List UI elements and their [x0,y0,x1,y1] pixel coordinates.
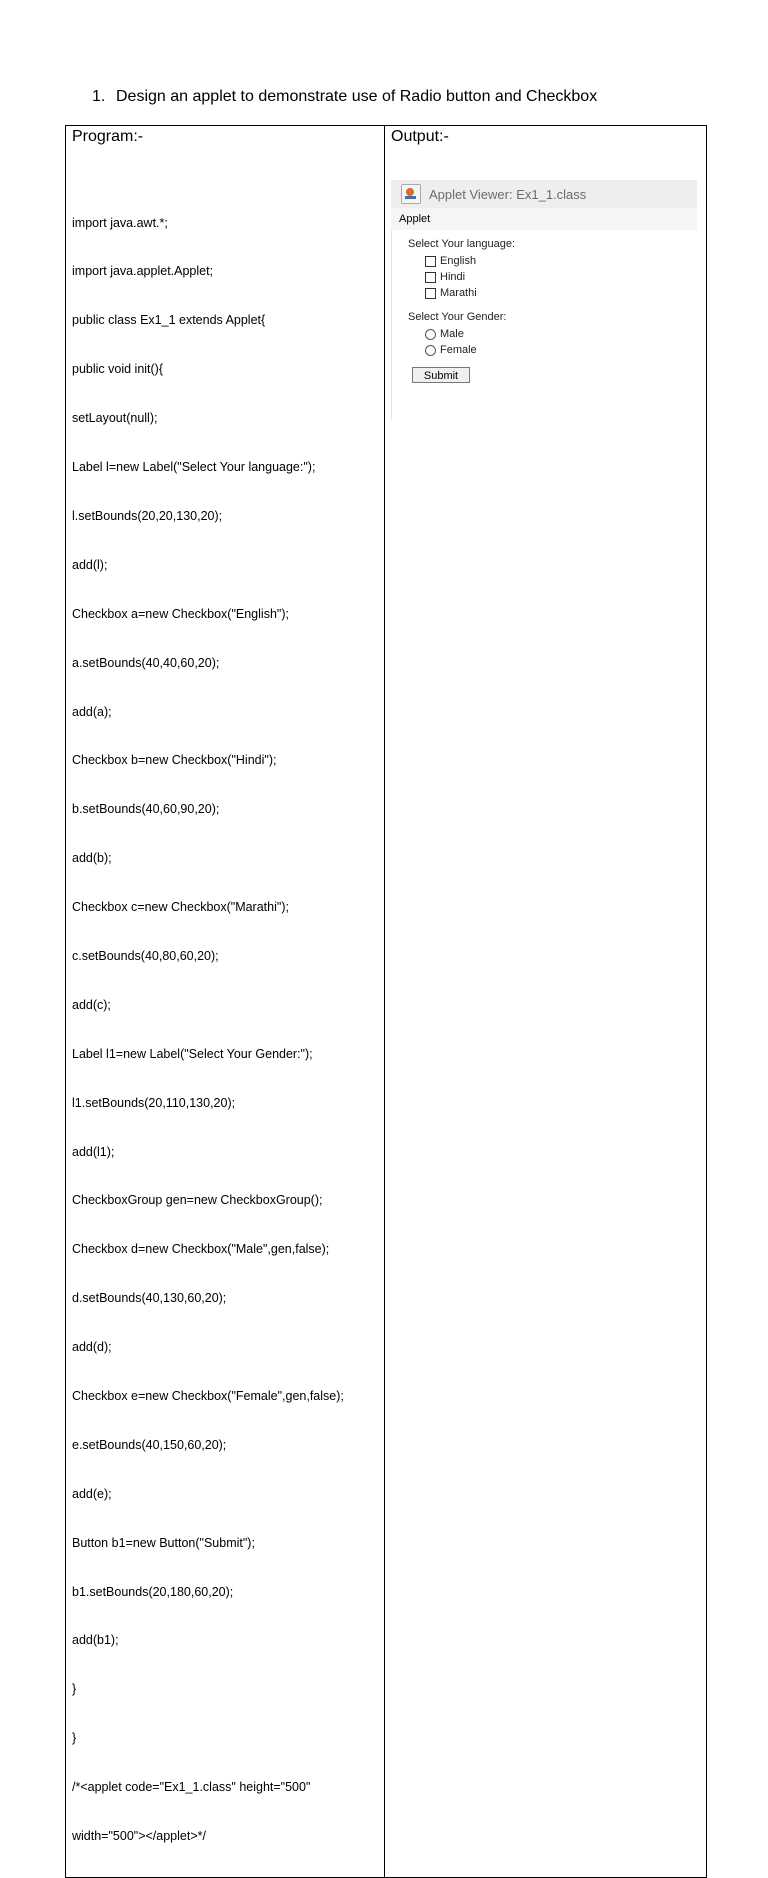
checkbox-icon[interactable] [425,256,436,267]
code-line: b1.setBounds(20,180,60,20); [72,1584,234,1599]
code-line: import java.awt.*; [72,215,168,230]
checkbox-label: English [440,255,477,267]
radio-male[interactable] [425,328,464,340]
code-line: Checkbox a=new Checkbox("English"); [72,606,289,621]
program-output-table [65,125,707,1878]
radio-label: Male [440,328,464,340]
code-line: Checkbox d=new Checkbox("Male",gen,false); [72,1242,330,1257]
code-line: Label l1=new Label("Select Your Gender:"); [72,1046,313,1061]
code-listing [72,182,384,1877]
gender-label: Select Your Gender: [408,311,507,323]
code-line: add(e); [72,1486,112,1501]
code-line: } [72,1731,77,1746]
java-icon [401,184,421,204]
question-text: Design an applet to demonstrate use of Radio button and Checkbox [116,88,598,105]
applet-window-title: Applet Viewer: Ex1_1.class [429,186,587,202]
code-line: add(d); [72,1340,112,1355]
checkbox-marathi[interactable] [425,287,477,299]
code-line: b.setBounds(40,60,90,20); [72,802,220,817]
radio-icon[interactable] [425,329,436,340]
code-line: width="500"></applet>*/ [72,1828,206,1843]
question-number: 1. [92,88,106,105]
code-line: public void init(){ [72,362,164,377]
code-line: CheckboxGroup gen=new CheckboxGroup(); [72,1193,323,1208]
code-line: l1.setBounds(20,110,130,20); [72,1095,236,1110]
code-line: setLayout(null); [72,411,158,426]
code-line: d.setBounds(40,130,60,20); [72,1291,227,1306]
code-line: add(l); [72,557,108,572]
code-line: add(a); [72,704,112,719]
code-line: public class Ex1_1 extends Applet{ [72,313,266,328]
applet-viewer-screenshot [391,180,697,420]
checkbox-hindi[interactable] [425,271,465,283]
code-line: import java.applet.Applet; [72,264,214,279]
applet-canvas [391,230,697,420]
code-line: Label l=new Label("Select Your language:"); [72,460,316,475]
code-line: Checkbox b=new Checkbox("Hindi"); [72,753,277,768]
checkbox-icon[interactable] [425,272,436,283]
checkbox-english[interactable] [425,255,476,267]
output-cell [385,126,707,1878]
code-line: Button b1=new Button("Submit"); [72,1535,255,1550]
radio-icon[interactable] [425,345,436,356]
checkbox-label: Hindi [440,271,466,283]
applet-menu[interactable]: Applet [399,213,431,225]
radio-label: Female [440,344,477,356]
code-line: add(c); [72,997,111,1012]
program-title: Program:- [72,128,144,145]
code-line: Checkbox e=new Checkbox("Female",gen,false); [72,1388,344,1403]
code-line: Checkbox c=new Checkbox("Marathi"); [72,900,289,915]
output-title: Output:- [391,128,449,145]
submit-button[interactable]: Submit [412,367,470,383]
program-cell [66,126,385,1878]
code-line: l.setBounds(20,20,130,20); [72,508,223,523]
code-line: a.setBounds(40,40,60,20); [72,655,220,670]
code-line: c.setBounds(40,80,60,20); [72,948,219,963]
code-line: /*<applet code="Ex1_1.class" height="500" [72,1780,311,1795]
checkbox-icon[interactable] [425,288,436,299]
applet-menubar [391,208,697,230]
code-line: } [72,1682,77,1697]
code-line: add(b); [72,851,112,866]
code-line: add(l1); [72,1144,115,1159]
code-line: e.setBounds(40,150,60,20); [72,1437,227,1452]
radio-female[interactable] [425,344,477,356]
question-heading [92,88,597,106]
code-line: add(b1); [72,1633,119,1648]
language-label: Select Your language: [408,238,516,250]
applet-titlebar [391,180,697,208]
checkbox-label: Marathi [440,287,477,299]
